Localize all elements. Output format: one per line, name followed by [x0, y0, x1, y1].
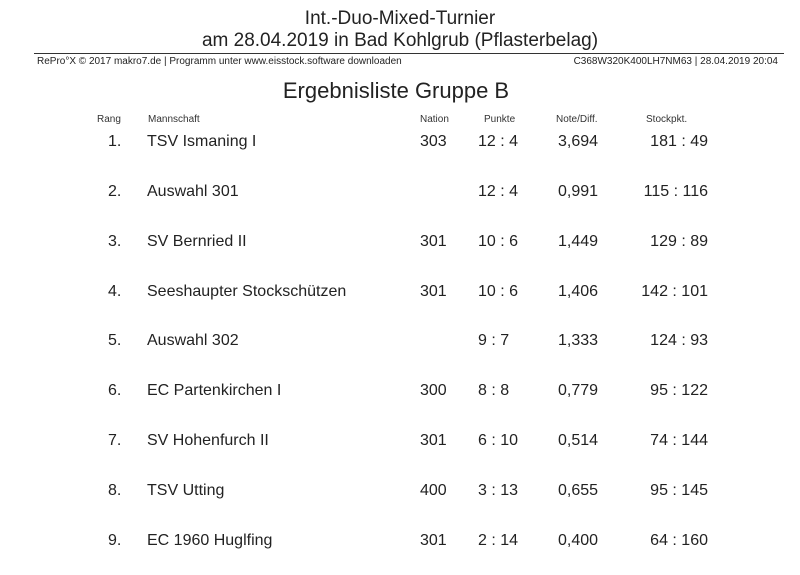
results-heading — [0, 78, 800, 104]
nation-code: 303 — [420, 133, 447, 150]
team-name: EC 1960 Huglfing — [147, 532, 273, 549]
stock-points: 142 : 101 — [641, 283, 708, 300]
table-row — [0, 432, 800, 456]
software-credit: RePro°X © 2017 makro7.de | Programm unter www.eisstock.software downloaden — [37, 56, 402, 67]
nation-code: 301 — [420, 432, 447, 449]
nation-code: 301 — [420, 532, 447, 549]
rank-cell: 3. — [108, 233, 122, 250]
rank-cell: 8. — [108, 482, 122, 499]
col-header-stock: Stockpkt. — [646, 114, 688, 125]
table-row — [0, 183, 800, 207]
rank-cell: 2. — [108, 183, 122, 200]
col-header-team: Mannschaft — [148, 114, 200, 125]
col-header-nation: Nation — [420, 114, 449, 125]
team-name: SV Hohenfurch II — [147, 432, 269, 449]
points: 10 : 6 — [478, 283, 519, 300]
nation-code: 301 — [420, 233, 447, 250]
ratio-diff: 0,514 — [558, 432, 599, 449]
stock-points: 95 : 122 — [650, 382, 708, 399]
nation-code: 301 — [420, 283, 447, 300]
stock-points: 181 : 49 — [650, 133, 708, 150]
ratio-diff: 1,449 — [558, 233, 599, 250]
print-code-timestamp: C368W320K400LH7NM63 | 28.04.2019 20:04 — [573, 56, 778, 67]
col-header-rang: Rang — [97, 114, 121, 125]
title-line-2: am 28.04.2019 in Bad Kohlgrub (Pflasterbelag) — [201, 30, 599, 51]
points: 6 : 10 — [478, 432, 519, 449]
rank-cell: 9. — [108, 532, 122, 549]
points: 8 : 8 — [478, 382, 510, 399]
points: 3 : 13 — [478, 482, 519, 499]
title-line-1: Int.-Duo-Mixed-Turnier — [304, 8, 496, 29]
ratio-diff: 0,400 — [558, 532, 599, 549]
team-name: EC Partenkirchen I — [147, 382, 282, 399]
points: 12 : 4 — [478, 133, 519, 150]
points: 10 : 6 — [478, 233, 519, 250]
col-header-punkte: Punkte — [484, 114, 516, 125]
table-row — [0, 233, 800, 257]
ratio-diff: 3,694 — [558, 133, 599, 150]
ratio-diff: 0,779 — [558, 382, 599, 399]
team-name: Seeshaupter Stockschützen — [147, 283, 347, 300]
table-row — [0, 332, 800, 356]
nation-code: 300 — [420, 382, 447, 399]
ratio-diff: 1,333 — [558, 332, 599, 349]
rank-cell: 7. — [108, 432, 122, 449]
table-row — [0, 283, 800, 307]
table-row — [0, 482, 800, 506]
points: 2 : 14 — [478, 532, 519, 549]
stock-points: 115 : 116 — [643, 183, 708, 200]
team-name: SV Bernried II — [147, 233, 247, 250]
team-name: Auswahl 301 — [147, 183, 239, 200]
stock-points: 95 : 145 — [650, 482, 708, 499]
team-name: TSV Utting — [147, 482, 225, 499]
table-row — [0, 133, 800, 157]
rank-cell: 4. — [108, 283, 122, 300]
rank-cell: 1. — [108, 133, 122, 150]
table-row — [0, 382, 800, 406]
stock-points: 129 : 89 — [650, 233, 708, 250]
rank-cell: 6. — [108, 382, 122, 399]
rank-cell: 5. — [108, 332, 122, 349]
header-divider — [34, 53, 784, 54]
team-name: TSV Ismaning I — [147, 133, 257, 150]
table-row — [0, 532, 800, 556]
results-heading-text: Ergebnisliste Gruppe B — [282, 78, 510, 103]
ratio-diff: 0,991 — [558, 183, 599, 200]
col-header-note: Note/Diff. — [556, 114, 598, 125]
nation-code: 400 — [420, 482, 447, 499]
stock-points: 74 : 144 — [650, 432, 708, 449]
ratio-diff: 1,406 — [558, 283, 599, 300]
stock-points: 64 : 160 — [650, 532, 708, 549]
team-name: Auswahl 302 — [147, 332, 239, 349]
ratio-diff: 0,655 — [558, 482, 599, 499]
points: 9 : 7 — [478, 332, 510, 349]
stock-points: 124 : 93 — [650, 332, 708, 349]
points: 12 : 4 — [478, 183, 519, 200]
